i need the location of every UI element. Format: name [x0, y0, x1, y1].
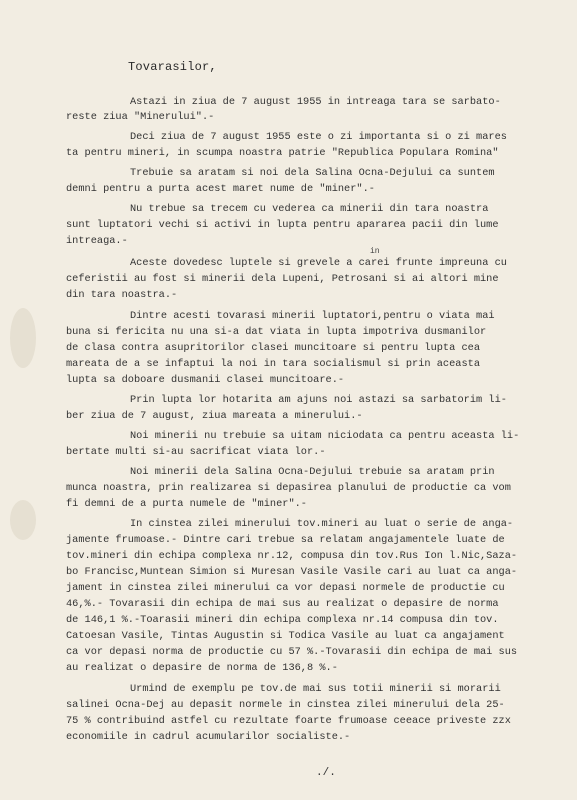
end-mark: ./.: [316, 767, 336, 779]
text-line: 46,%.- Tovarasii din echipa de mai sus au realizat o depasire de norma: [66, 598, 499, 610]
text-line: bertate multi si-au sacrificat viata lor.-: [66, 446, 326, 458]
text-line: intreaga.-: [66, 235, 128, 247]
text-line: munca noastra, prin realizarea si depasirea planului de productie ca vom: [66, 482, 511, 494]
text-line: ceferistii au fost si minerii dela Lupeni, Petrosani si ai altori mine: [66, 273, 499, 285]
text-line: din tara noastra.-: [66, 289, 178, 301]
text-line: reste ziua "Minerului".-: [66, 111, 215, 123]
paper-stain: [10, 308, 36, 368]
text-line: buna si fericita nu una si-a dat viata in lupta impotriva dusmanilor: [66, 326, 487, 338]
text-line: mareata de a se infaptui la noi in tara socialismul si prin aceasta: [66, 358, 481, 370]
text-line: Dintre acesti tovarasi minerii luptatori,pentru o viata mai: [130, 310, 495, 322]
text-line: Deci ziua de 7 august 1955 este o zi importanta si o zi mares: [130, 131, 507, 143]
text-line: 75 % contribuind astfel cu rezultate foarte frumoase ceeace priveste zzx: [66, 715, 511, 727]
salutation: Tovarasilor,: [128, 60, 217, 74]
text-line: fi demni de a purta numele de "miner".-: [66, 498, 307, 510]
text-line: ca vor depasi norma de productie cu 57 %.-Tovarasii din echipa de mai sus: [66, 646, 518, 658]
text-line: Catoesan Vasile, Tintas Augustin si Todica Vasile au luat ca angajament: [66, 630, 505, 642]
text-line: jament in cinstea zilei minerului ca vor depasi normele de productie cu: [66, 582, 505, 594]
text-line: Urmind de exemplu pe tov.de mai sus totii minerii si morarii: [130, 683, 501, 695]
text-line: ta pentru mineri, in scumpa noastra patrie "Republica Populara Romina": [66, 147, 499, 159]
text-line: bo Francisc,Muntean Simion si Muresan Vasile Vasile cari au luat ca anga-: [66, 566, 518, 578]
text-line: Nu trebue sa trecem cu vederea ca minerii din tara noastra: [130, 203, 489, 215]
text-line: sunt luptatori vechi si activi in lupta pentru apararea pacii din lume: [66, 219, 499, 231]
text-line: jamente frumoase.- Dintre cari trebue sa relatam angajamentele luate de: [66, 534, 505, 546]
text-line: In cinstea zilei minerului tov.mineri au luat o serie de anga-: [130, 518, 514, 530]
text-line: Prin lupta lor hotarita am ajuns noi astazi sa sarbatorim li-: [130, 394, 507, 406]
text-line: Trebuie sa aratam si noi dela Salina Ocna-Dejului ca suntem: [130, 167, 495, 179]
text-line: Noi minerii dela Salina Ocna-Dejului trebuie sa aratam prin: [130, 466, 495, 478]
text-line: Astazi in ziua de 7 august 1955 in intreaga tara se sarbato-: [130, 96, 501, 108]
text-line: salinei Ocna-Dej au depasit normele in cinstea zilei minerului dela 25-: [66, 699, 505, 711]
text-line: au realizat o depasire de norma de 136,8 %.-: [66, 662, 338, 674]
text-line: de clasa contra asupritorilor clasei muncitoare si pentru lupta cea: [66, 342, 481, 354]
text-line: Aceste dovedesc luptele si grevele a carei frunte impreuna cu: [130, 257, 507, 269]
text-line: ber ziua de 7 august, ziua mareata a minerului.-: [66, 410, 363, 422]
text-line: economiile in cadrul acumularilor socialiste.-: [66, 731, 351, 743]
paper-stain: [10, 500, 36, 540]
text-line: tov.mineri din echipa complexa nr.12, compusa din tov.Rus Ion l.Nic,Saza-: [66, 550, 518, 562]
text-line: demni pentru a purta acest maret nume de "miner".-: [66, 183, 375, 195]
text-line: lupta sa doboare dusmanii clasei muncitoare.-: [66, 374, 345, 386]
text-line: de 146,1 %.-Toarasii mineri din echipa complexa nr.14 compusa din tov.: [66, 614, 499, 626]
text-line: Noi minerii nu trebuie sa uitam niciodata ca pentru aceasta li-: [130, 430, 520, 442]
handwritten-insertion: in: [370, 247, 380, 256]
